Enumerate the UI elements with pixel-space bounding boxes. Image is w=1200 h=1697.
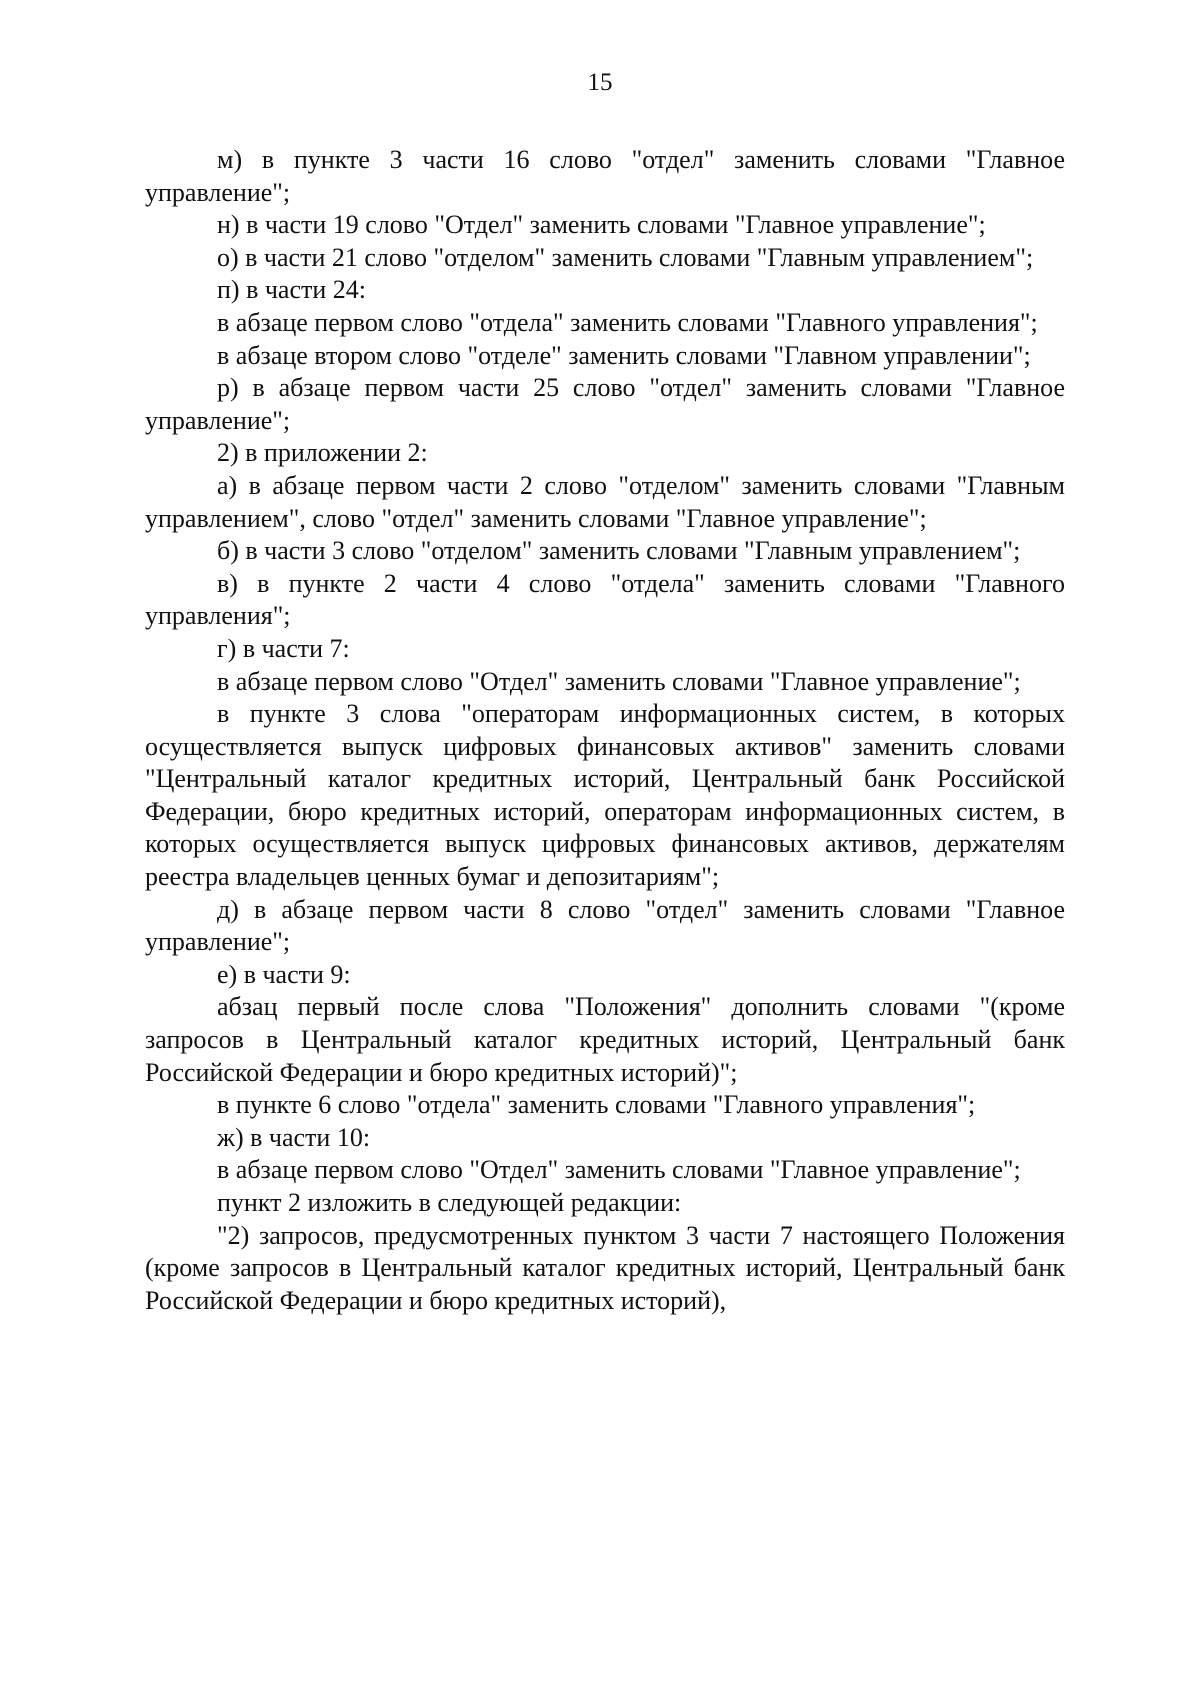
paragraph: в пункте 6 слово "отдела" заменить словами "Главного управления"; bbox=[217, 1090, 976, 1120]
paragraph: "2) запросов, предусмотренных пунктом 3 части 7 настоящего Положения (кроме запросов в Центральный каталог кредитных историй, Центральный банк Российской Федерации и бюро кредитных историй), bbox=[145, 1220, 1065, 1315]
paragraph: абзац первый после слова "Положения" дополнить словами "(кроме запросов в Центральный каталог кредитных историй, Центральный банк Российской Федерации и бюро кредитных историй)"; bbox=[145, 992, 1065, 1087]
paragraph: в абзаце втором слово "отделе" заменить словами "Главном управлении"; bbox=[217, 340, 1031, 370]
paragraph: а) в абзаце первом части 2 слово "отделом" заменить словами "Главным управлением", слово "отдел" заменить словами "Главное управление"; bbox=[145, 470, 1065, 533]
paragraph: б) в части 3 слово "отделом" заменить словами "Главным управлением"; bbox=[217, 536, 1021, 566]
paragraph: в абзаце первом слово "Отдел" заменить словами "Главное управление"; bbox=[217, 666, 1021, 696]
paragraph: н) в части 19 слово "Отдел" заменить словами "Главное управление"; bbox=[217, 210, 986, 240]
paragraph: п) в части 24: bbox=[217, 275, 367, 305]
paragraph: ж) в части 10: bbox=[217, 1122, 371, 1152]
paragraph: 2) в приложении 2: bbox=[217, 438, 428, 468]
document-body bbox=[145, 144, 1065, 1317]
paragraph: в абзаце первом слово "отдела" заменить словами "Главного управления"; bbox=[217, 307, 1038, 337]
paragraph: о) в части 21 слово "отделом" заменить словами "Главным управлением"; bbox=[217, 242, 1034, 272]
paragraph: в пункте 3 слова "операторам информационных систем, в которых осуществляется выпуск цифровых финансовых активов" заменить словами "Центральный каталог кредитных историй, Центральный банк Российской Федерации, бюро кредитных историй, операторам информационных систем, в которых осуществляется выпуск цифровых финансовых активов, держателям реестра владельцев ценных бумаг и депозитариям"; bbox=[145, 699, 1065, 892]
paragraph: е) в части 9: bbox=[217, 959, 351, 989]
paragraph: р) в абзаце первом части 25 слово "отдел" заменить словами "Главное управление"; bbox=[145, 373, 1065, 435]
paragraph: в) в пункте 2 части 4 слово "отдела" заменить словами "Главного управления"; bbox=[145, 568, 1065, 631]
paragraph: пункт 2 изложить в следующей редакции: bbox=[217, 1188, 682, 1217]
paragraph: в абзаце первом слово "Отдел" заменить словами "Главное управление"; bbox=[217, 1155, 1021, 1185]
paragraph: г) в части 7: bbox=[217, 633, 350, 663]
page-number: 15 bbox=[587, 69, 613, 96]
paragraph: д) в абзаце первом части 8 слово "отдел" заменить словами "Главное управление"; bbox=[145, 894, 1065, 957]
paragraph: м) в пункте 3 части 16 слово "отдел" заменить словами "Главное управление"; bbox=[145, 145, 1065, 207]
